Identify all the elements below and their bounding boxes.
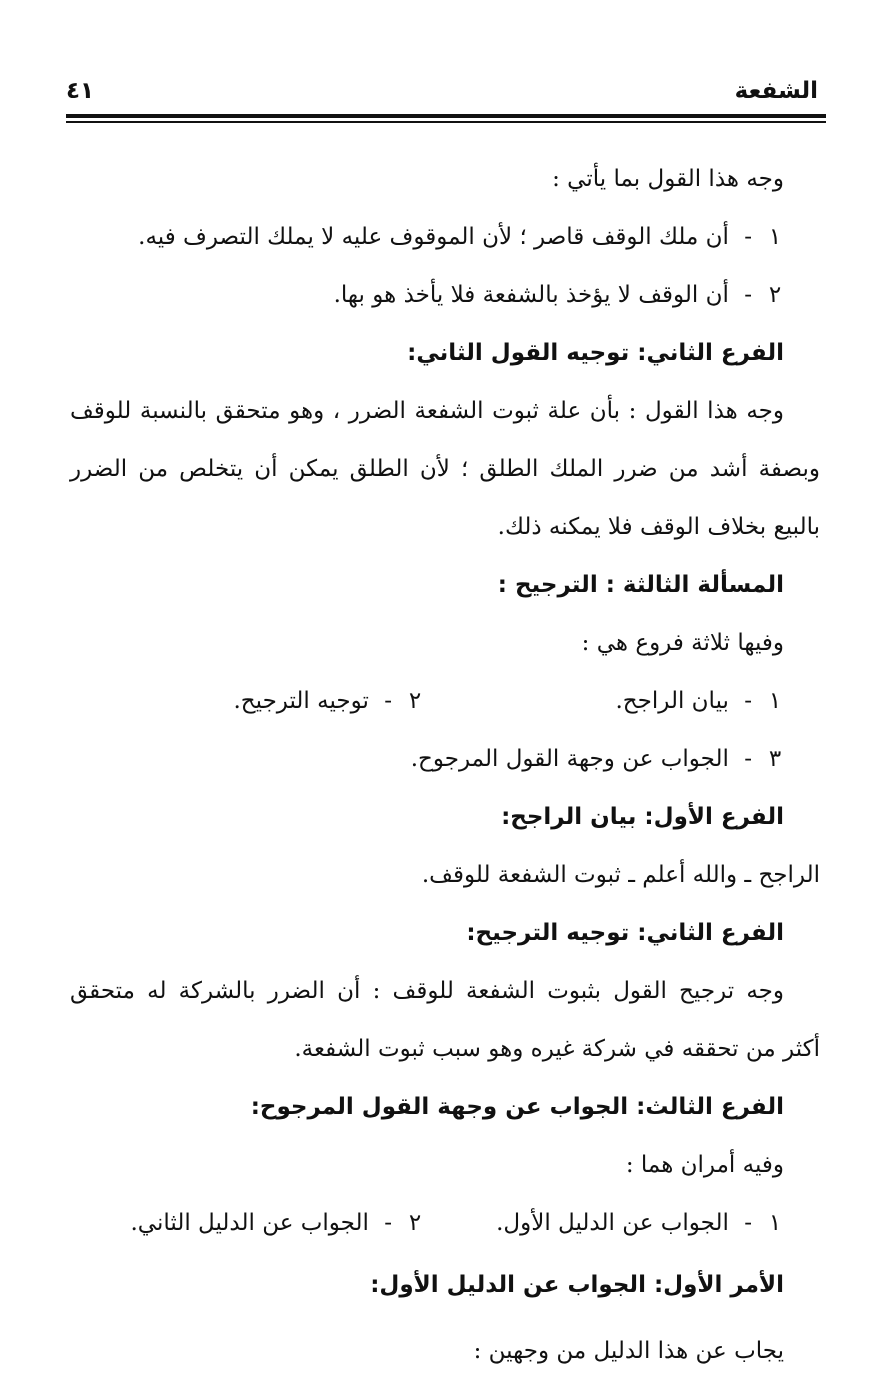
list-item — [70, 730, 820, 788]
paragraph-line: وبصفة أشد من ضرر الملك الطلق ؛ لأن الطلق يمكن أن يتخلص من الضرر — [70, 456, 820, 482]
paragraph-line: وجه ترجيح القول بثبوت الشفعة للوقف : أن الضرر بالشركة له متحقق — [70, 978, 784, 1004]
paragraph: وجه هذا القول بما يأتي : — [552, 166, 784, 192]
list-dash: - — [744, 746, 752, 772]
paragraph: يجاب عن هذا الدليل من وجهين : — [473, 1338, 784, 1364]
list-text: توجيه الترجيح. — [233, 688, 369, 714]
page-number: ٤١ — [66, 78, 95, 104]
section-heading: الأمر الأول: الجواب عن الدليل الأول: — [370, 1272, 784, 1298]
section-heading: الفرع الثاني: توجيه القول الثاني: — [407, 340, 784, 366]
paragraph: الراجح ـ والله أعلم ـ ثبوت الشفعة للوقف. — [421, 862, 820, 888]
paragraph-line: وجه هذا القول : بأن علة ثبوت الشفعة الضرر ، وهو متحقق بالنسبة للوقف — [70, 398, 784, 424]
list-text: أن ملك الوقف قاصر ؛ لأن الموقوف عليه لا يملك التصرف فيه. — [138, 224, 729, 250]
header-rule-thin — [66, 121, 826, 123]
list-text: الجواب عن الدليل الثاني. — [130, 1210, 369, 1236]
list-number: ٣ — [768, 746, 782, 772]
paragraph: وفيه أمران هما : — [625, 1152, 784, 1178]
header-rule-thick — [66, 114, 826, 118]
section-heading: الفرع الثاني: توجيه الترجيح: — [466, 920, 784, 946]
list-text: الجواب عن الدليل الأول. — [496, 1210, 729, 1236]
section-heading: المسألة الثالثة : الترجيح : — [497, 572, 784, 598]
list-item — [70, 266, 820, 324]
list-row — [70, 672, 820, 730]
list-number: ١ — [768, 688, 782, 714]
paragraph: وفيها ثلاثة فروع هي : — [581, 630, 784, 656]
list-text: أن الوقف لا يؤخذ بالشفعة فلا يأخذ هو بها. — [333, 282, 729, 308]
list-item — [424, 672, 784, 730]
list-number: ١ — [768, 224, 782, 250]
list-text: الجواب عن وجهة القول المرجوح. — [410, 746, 729, 772]
list-item — [424, 1194, 784, 1252]
list-dash: - — [384, 688, 392, 714]
list-dash: - — [744, 282, 752, 308]
section-heading: الفرع الثالث: الجواب عن وجهة القول المرجوح: — [250, 1094, 784, 1120]
list-item — [70, 208, 820, 266]
list-number: ١ — [768, 1210, 782, 1236]
list-row — [70, 1194, 820, 1252]
paragraph-line: بالبيع بخلاف الوقف فلا يمكنه ذلك. — [497, 514, 820, 540]
paragraph-line: أكثر من تحققه في شركة غيره وهو سبب ثبوت الشفعة. — [294, 1036, 820, 1062]
list-item — [233, 672, 424, 730]
running-title: الشفعة — [734, 78, 818, 104]
list-dash: - — [384, 1210, 392, 1236]
page-body — [70, 150, 820, 1384]
list-number: ٢ — [768, 282, 782, 308]
list-dash: - — [744, 224, 752, 250]
list-number: ٢ — [408, 1210, 422, 1236]
list-item — [131, 1194, 425, 1252]
list-text: بيان الراجح. — [615, 688, 729, 714]
page-header — [66, 78, 818, 104]
list-dash: - — [744, 688, 752, 714]
list-dash: - — [744, 1210, 752, 1236]
list-number: ٢ — [408, 688, 422, 714]
section-heading: الفرع الأول: بيان الراجح: — [501, 804, 784, 830]
